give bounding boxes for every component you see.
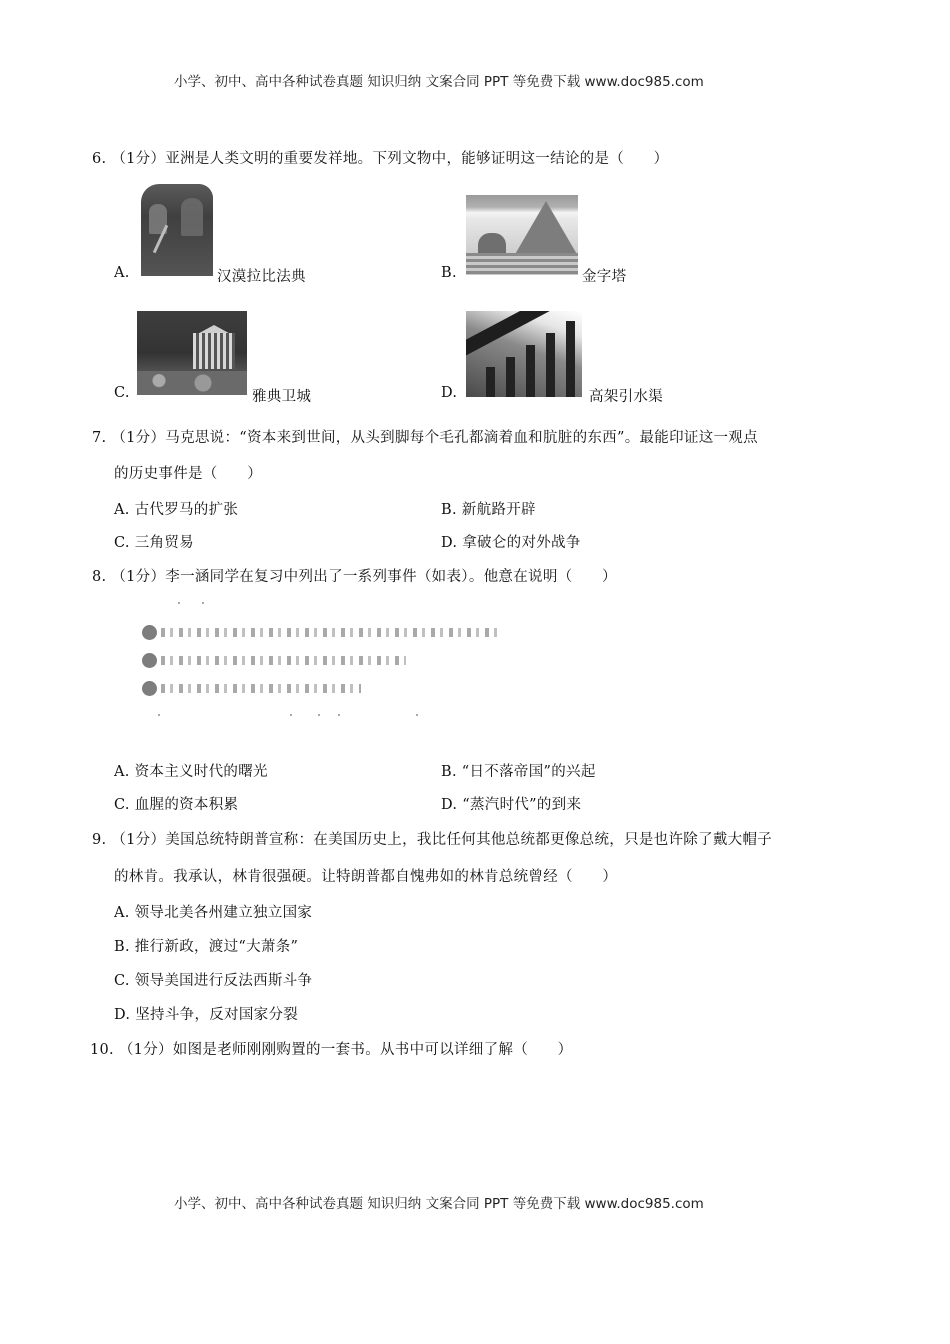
q7-option-b-letter: B.: [441, 502, 457, 518]
q6-option-d-text: 高架引水渠: [589, 389, 663, 405]
q8-option-a: [114, 760, 268, 781]
q6-option-a-text: 汉漠拉比法典: [217, 269, 306, 285]
event-row: [142, 652, 406, 668]
question-10-stem: 10. （1分）如图是老师刚刚购置的一套书。从书中可以详细了解（ ）: [90, 1042, 573, 1058]
q9-option-d-letter: D.: [114, 1007, 131, 1023]
question-7-stem-line1: 7. （1分）马克思说：“资本来到世间，从头到脚每个毛孔都滴着血和肮脏的东西”。最能印证这一观点: [92, 430, 758, 446]
q9-option-a-letter: A.: [114, 905, 130, 921]
q8-option-d: [441, 793, 581, 814]
q6-option-b-text: 金字塔: [582, 269, 627, 285]
bullet-dot-icon: [142, 681, 157, 696]
q8-option-d-letter: D.: [441, 797, 458, 813]
question-6-stem: 6. （1分）亚洲是人类文明的重要发祥地。下列文物中，能够证明这一结论的是（ ）: [92, 151, 669, 167]
q7-option-c-text: 三角贸易: [134, 535, 194, 551]
q6-option-c-letter: C.: [114, 385, 130, 401]
q6-option-a-letter: A.: [114, 265, 130, 281]
q6-option-b-letter: B.: [441, 265, 457, 281]
q8-option-b-letter: B.: [441, 764, 457, 780]
q9-option-a-text: 领导北美各州建立独立国家: [134, 905, 313, 921]
q6-option-c-text: 雅典卫城: [252, 389, 312, 405]
q7-option-d-text: 拿破仑的对外战争: [462, 535, 581, 551]
q9-option-c-letter: C.: [114, 973, 130, 989]
q9-option-c-text: 领导美国进行反法西斯斗争: [134, 973, 313, 989]
page-footer-watermark: 小学、初中、高中各种试卷真题 知识归纳 文案合同 PPT 等免费下载 www.doc985.com: [174, 1196, 704, 1212]
question-7-stem-line2: 的历史事件是（ ）: [114, 466, 262, 482]
acropolis-image: [137, 311, 247, 395]
event-row: [142, 624, 497, 640]
q9-option-b: [114, 935, 298, 956]
q9-option-b-text: 推行新政，渡过“大萧条”: [134, 939, 299, 955]
q8-option-c-text: 血腥的资本积累: [134, 797, 239, 813]
q7-option-b-text: 新航路开辟: [461, 502, 536, 518]
handwritten-event-list-image: [140, 596, 500, 721]
page-header-watermark: 小学、初中、高中各种试卷真题 知识归纳 文案合同 PPT 等免费下载 www.doc985.com: [174, 74, 704, 90]
q6-option-d-letter: D.: [441, 385, 458, 401]
pyramid-sphinx-image: [466, 195, 578, 275]
q9-option-d-text: 坚持斗争，反对国家分裂: [135, 1007, 299, 1023]
q8-option-a-text: 资本主义时代的曙光: [134, 764, 268, 780]
q8-option-c-letter: C.: [114, 797, 130, 813]
q7-option-a-text: 古代罗马的扩张: [134, 502, 239, 518]
bullet-dot-icon: [142, 653, 157, 668]
question-9-stem-line2: 的林肯。我承认，林肯很强硬。让特朗普都自愧弗如的林肯总统曾经（ ）: [114, 869, 618, 885]
bullet-dot-icon: [142, 625, 157, 640]
q7-option-d: [441, 531, 581, 552]
q7-option-a: [114, 498, 238, 519]
hammurabi-stele-image: [141, 184, 213, 276]
q7-option-c: [114, 531, 194, 552]
aqueduct-image: [466, 311, 582, 397]
q8-option-b: [441, 760, 596, 781]
q8-option-a-letter: A.: [114, 764, 130, 780]
q9-option-c: [114, 969, 312, 990]
question-8-stem: 8. （1分）李一涵同学在复习中列出了一系列事件（如表）。他意在说明（ ）: [92, 569, 617, 585]
q7-option-d-letter: D.: [441, 535, 458, 551]
q7-option-a-letter: A.: [114, 502, 130, 518]
q9-option-d: [114, 1003, 298, 1024]
question-9-stem-line1: 9. （1分）美国总统特朗普宣称：在美国历史上，我比任何其他总统都更像总统，只是也许除了戴大帽子: [92, 832, 773, 848]
q9-option-a: [114, 901, 312, 922]
q7-option-b: [441, 498, 536, 519]
q8-option-c: [114, 793, 238, 814]
q7-option-c-letter: C.: [114, 535, 130, 551]
q8-option-d-text: “蒸汽时代”的到来: [462, 797, 582, 813]
q9-option-b-letter: B.: [114, 939, 130, 955]
q8-option-b-text: “日不落帝国”的兴起: [461, 764, 596, 780]
event-row: [142, 680, 361, 696]
